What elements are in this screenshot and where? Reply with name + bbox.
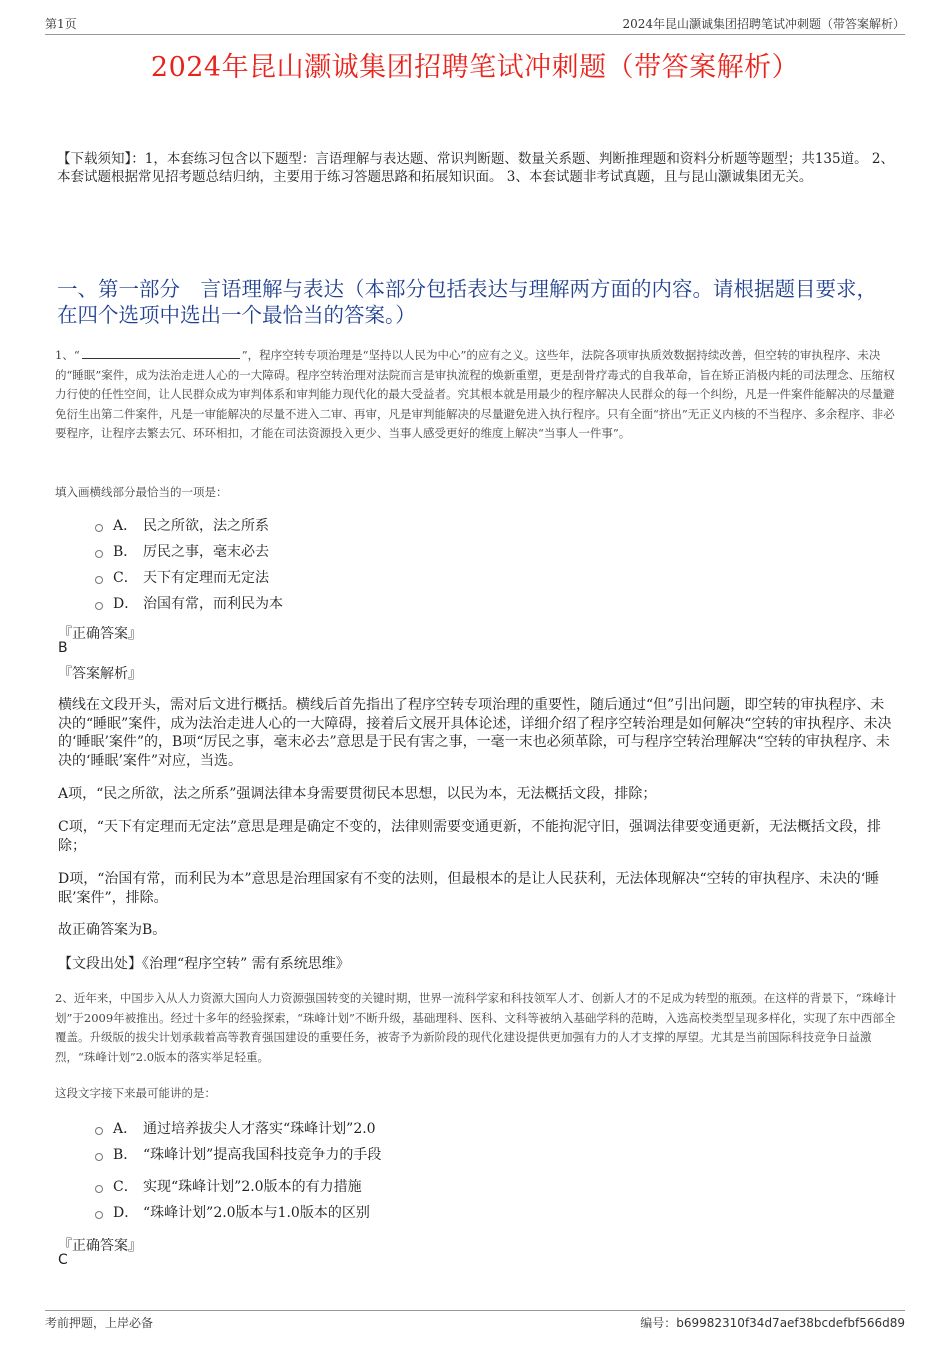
option-text: 通过培养拔尖人才落实“珠峰计划”2.0: [143, 1121, 376, 1137]
option-letter: A．: [113, 518, 138, 534]
radio-icon[interactable]: [95, 1185, 103, 1193]
radio-icon[interactable]: [95, 1153, 103, 1161]
document-code-value: b69982310f34d7aef38bcdefbf566d89: [676, 1316, 905, 1330]
source-reference: 【文段出处】《治理“程序空转” 需有系统思维》: [58, 956, 350, 972]
footer-slogan: 考前押题，上岸必备: [45, 1316, 154, 1330]
document-code-label: 编号：: [640, 1316, 677, 1330]
option-text: 民之所欲，法之所系: [143, 518, 269, 534]
radio-icon[interactable]: [95, 1127, 103, 1135]
analysis-label: 『答案解析』: [58, 666, 142, 682]
question-2-options: [95, 1115, 595, 1225]
option-a[interactable]: [95, 1115, 595, 1141]
option-letter: B．: [113, 544, 138, 560]
radio-icon[interactable]: [95, 602, 103, 610]
correct-answer: C: [58, 1252, 68, 1268]
option-d[interactable]: [95, 1199, 595, 1225]
option-text: “珠峰计划”提高我国科技竞争力的手段: [143, 1147, 382, 1163]
option-text: 实现“珠峰计划”2.0版本的有力措施: [143, 1179, 362, 1195]
option-letter: D．: [113, 596, 139, 612]
page-number: 第1页: [45, 17, 77, 31]
header-doc-title: 2024年昆山灏诚集团招聘笔试冲刺题（带答案解析）: [622, 17, 905, 31]
option-c[interactable]: [95, 1173, 595, 1199]
option-letter: C．: [113, 1179, 138, 1195]
page-footer: [45, 1310, 905, 1334]
correct-answer-label: 『正确答案』: [58, 626, 142, 642]
correct-answer: B: [58, 640, 68, 656]
radio-icon[interactable]: [95, 524, 103, 532]
analysis-paragraph: 故正确答案为B。: [58, 922, 167, 938]
analysis-paragraph: C项，“天下有定理而无定法”意思是理是确定不变的，法律则需要变通更新，不能拘泥守旧，强调法律要变通更新，无法概括文段，排除；: [58, 819, 882, 854]
question-1-stem: [55, 346, 898, 444]
fill-blank: [82, 346, 240, 359]
analysis-paragraph: 横线在文段开头，需对后文进行概括。横线后首先指出了程序空转专项治理的重要性，随后通过“但”引出问题，即空转的审执程序、未决的“睡眠”案件，成为法治走进人心的一大障碍，接着后文展开具体论述，详细介绍了程序空转治理是如何解决“空转的审执程序、未决的‘睡眠’案件”的，B项“厉民之事，毫末必去”意思是于民有害之事，一毫一末也必须革除，可与程序空转治理解决“空转的审执程序、未决的‘睡眠’案件”对应，当选。: [58, 697, 892, 769]
correct-answer-label: 『正确答案』: [58, 1238, 142, 1254]
option-b[interactable]: [95, 538, 595, 564]
question-1-text: ”，程序空转专项治理是“坚持以人民为中心”的应有之义。这些年，法院各项审执质效数据持续改善，但空转的审执程序、未决的“睡眠”案件，成为法治走进人心的一大障碍。程序空转治理对法院而言是审执流程的焕新重塑，更是刮骨疗毒式的自我革命，旨在矫正消极内耗的司法理念、压缩权力行使的任性空间，让人民群众成为审判体系和审判能力现代化的最大受益者。究其根本就是用最少的程序解决人民群众的每一个纠纷，凡是一件案件能解决的尽量避免衍生出第二件案件，凡是一审能解决的尽量不进入二审、再审，凡是审判能解决的尽量避免进入执行程序。只有全面“挤出”无正义内核的不当程序、多余程序、非必要程序，让程序去繁去冗、环环相扣，才能在司法资源投入更少、当事人感受更好的维度上解决“当事人一件事”。: [55, 348, 895, 440]
analysis-paragraph: A项，“民之所欲，法之所系”强调法律本身需要贯彻民本思想，以民为本，无法概括文段，排除；: [58, 786, 657, 802]
radio-icon[interactable]: [95, 576, 103, 584]
option-letter: B．: [113, 1147, 138, 1163]
question-1-prefix: 1、“: [55, 348, 80, 362]
option-letter: C．: [113, 570, 138, 586]
option-d[interactable]: [95, 590, 595, 616]
option-a[interactable]: [95, 512, 595, 538]
question-2-stem: 2、近年来，中国步入从人力资源大国向人力资源强国转变的关键时期，世界一流科学家和科技领军人才、创新人才的不足成为转型的瓶颈。在这样的背景下，“珠峰计划”于2009年被推出。经过十多年的经验探索，“珠峰计划”不断升级，基础理科、医科、文科等被纳入基础学科的范畴，入选高校类型呈现多样化，实现了东中西部全覆盖。升级版的拔尖计划承载着高等教育强国建设的重要任务，被寄予为新阶段的现代化建设提供更加强有力的人才支撑的厚望。尤其是当前国际科技竞争日益激烈，“珠峰计划”2.0版本的落实举足轻重。: [55, 991, 897, 1064]
option-letter: D．: [113, 1205, 139, 1221]
section-heading: 一、第一部分 言语理解与表达（本部分包括表达与理解两方面的内容。请根据题目要求，在四个选项中选出一个最恰当的答案。）: [57, 277, 877, 327]
question-1-prompt: 填入画横线部分最恰当的一项是：: [55, 485, 228, 499]
download-notice: 【下载须知】：1，本套练习包含以下题型：言语理解与表达题、常识判断题、数量关系题、判断推理题和资料分析题等题型；共135道。 2、本套试题根据常见招考题总结归纳，主要用于练习答题思路和拓展知识面。 3、本套试题非考试真题，且与昆山灏诚集团无关。: [57, 151, 894, 185]
radio-icon[interactable]: [95, 1211, 103, 1219]
document-title: 2024年昆山灏诚集团招聘笔试冲刺题（带答案解析）: [150, 52, 800, 83]
option-text: 天下有定理而无定法: [143, 570, 269, 586]
question-1-options: [95, 512, 595, 616]
option-b[interactable]: [95, 1141, 595, 1167]
option-text: 厉民之事，毫末必去: [143, 544, 269, 560]
question-2-prompt: 这段文字接下来最可能讲的是：: [55, 1086, 216, 1100]
option-c[interactable]: [95, 564, 595, 590]
option-letter: A．: [113, 1121, 138, 1137]
page-header: [45, 14, 905, 35]
option-text: “珠峰计划”2.0版本与1.0版本的区别: [143, 1205, 370, 1221]
analysis-paragraph: D项，“治国有常，而利民为本”意思是治理国家有不变的法则，但最根本的是让人民获利，无法体现解决“空转的审执程序、未决的‘睡眠’案件”，排除。: [58, 871, 880, 906]
document-code: [640, 1314, 905, 1331]
radio-icon[interactable]: [95, 550, 103, 558]
option-text: 治国有常，而利民为本: [143, 596, 283, 612]
